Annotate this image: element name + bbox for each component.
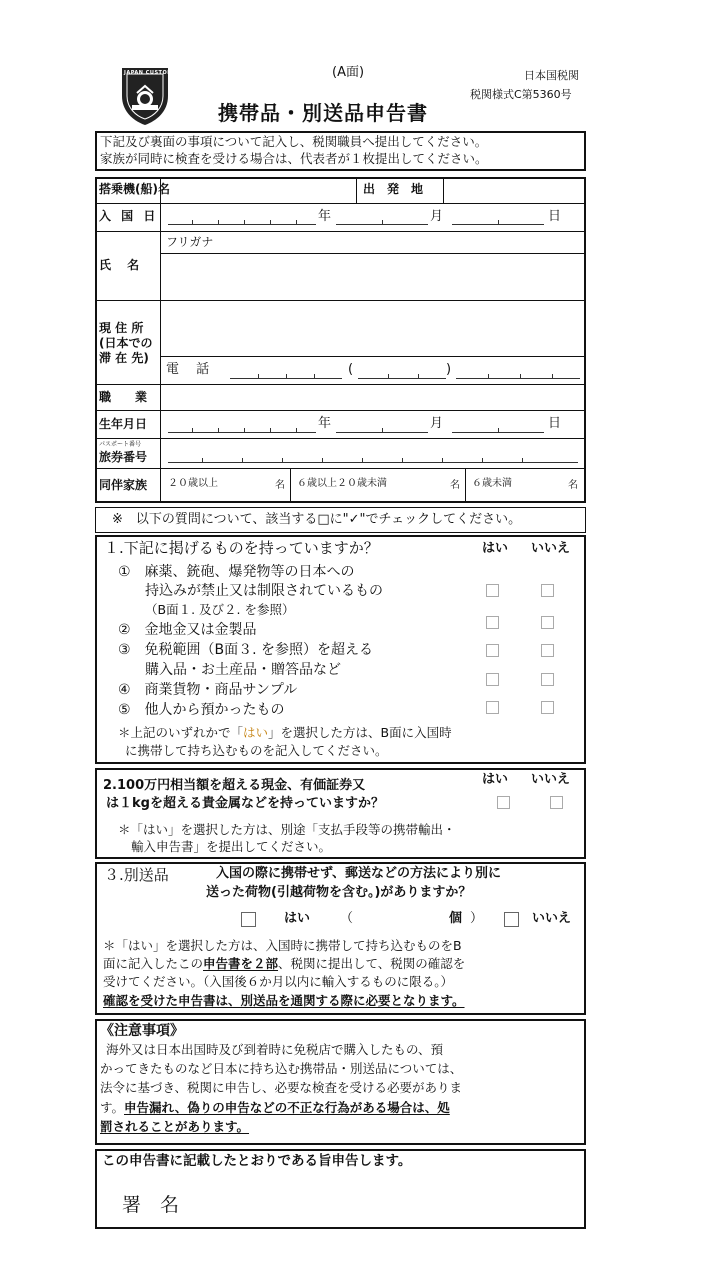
form-number: 税関様式C第5360号 — [470, 88, 572, 101]
phone-paren-close: ) — [446, 362, 452, 377]
family-age-6-label: ６歳未満 — [472, 478, 512, 489]
birth-day-label: 日 — [548, 416, 562, 431]
family-age-6-20-label: ６歳以上２０歳未満 — [297, 478, 387, 489]
q1-item-3b: 購入品・お土産品・贈答品など — [145, 662, 341, 678]
q1-item-1b: 持込みが禁止又は制限されているもの — [145, 583, 383, 599]
q1-item-1-yes-checkbox[interactable] — [486, 584, 499, 597]
issuer: 日本国税関 — [524, 69, 579, 82]
instruction-text: ※ 以下の質問について、該当する□に"✓"でチェックしてください。 — [112, 512, 522, 527]
birth-date-label: 生年月日 — [99, 417, 148, 431]
birth-date-input[interactable] — [162, 412, 584, 437]
q3-yes-checkbox[interactable] — [241, 912, 256, 927]
q1-item-2: ② 金地金又は金製品 — [118, 622, 257, 638]
q1-no-header: いいえ — [531, 541, 571, 556]
intro-line-1: 下記及び裏面の事項について記入し、税関職員へ提出してください。 — [100, 134, 488, 149]
family-label: 同伴家族 — [99, 478, 148, 492]
family-age-20-label: ２０歳以上 — [168, 478, 218, 489]
entry-date-label: 入 国 日 — [99, 209, 159, 223]
q1-item-5: ⑤ 他人から預かったもの — [118, 702, 285, 718]
q1-note-post: 」を選択した方は、B面に入国時 — [268, 725, 452, 740]
name-input[interactable] — [162, 255, 584, 299]
q1-note-2: に携帯して持ち込むものを記入してください。 — [125, 743, 388, 758]
family-age-6-unit: 名 — [568, 480, 578, 491]
phone-paren-open: ( — [348, 362, 354, 377]
q3-note-2-pre: 面に記入したこの — [103, 956, 204, 971]
address-label-1: 現 住 所 — [99, 321, 144, 335]
q1-note-yes: はい — [243, 725, 269, 740]
furigana-label: フリガナ — [166, 235, 214, 249]
birth-month-label: 月 — [430, 416, 444, 431]
q3-count-input[interactable] — [356, 908, 446, 930]
notice-title: 《注意事項》 — [100, 1023, 184, 1039]
passport-small-label: パスポート番号 — [99, 441, 142, 448]
q1-item-3a: ③ 免税範囲（B面３. を参照）を超える — [118, 642, 374, 658]
q3-no-checkbox[interactable] — [504, 912, 519, 927]
q1-title: １.下記に掲げるものを持っていますか？ — [104, 539, 379, 557]
entry-day-label: 日 — [548, 209, 562, 224]
q3-line-1: 入国の際に携帯せず、郵送などの方法により別に — [216, 866, 501, 881]
q3-note-3: 受けてください。（入国後６か月以内に輸入するものに限る。） — [103, 974, 454, 989]
entry-year-label: 年 — [318, 209, 332, 224]
q1-item-4-no-checkbox[interactable] — [541, 673, 554, 686]
notice-line-2: かってきたものなど日本に持ち込む携帯品・別送品については、 — [100, 1061, 463, 1076]
q1-item-4-yes-checkbox[interactable] — [486, 673, 499, 686]
q1-item-5-yes-checkbox[interactable] — [486, 701, 499, 714]
declaration-text: この申告書に記載したとおりである旨申告します。 — [102, 1153, 412, 1169]
q2-no-checkbox[interactable] — [550, 796, 563, 809]
q1-item-3-yes-checkbox[interactable] — [486, 644, 499, 657]
q1-item-1a: ① 麻薬、銃砲、爆発物等の日本への — [118, 564, 355, 580]
notice-line-4 — [100, 1102, 450, 1115]
japan-customs-emblem — [118, 66, 177, 126]
q2-no-header: いいえ — [531, 772, 571, 787]
notice-line-4-pre: す。 — [100, 1100, 125, 1115]
intro-line-2: 家族が同時に検査を受ける場合は、代表者が１枚提出してください。 — [100, 151, 488, 166]
notice-line-5: 罰されることがあります。 — [100, 1119, 250, 1134]
entry-date-input[interactable] — [162, 206, 584, 229]
q2-note-2: 輸入申告書」を提出してください。 — [131, 839, 332, 854]
q1-item-3-no-checkbox[interactable] — [541, 644, 554, 657]
q1-item-5-no-checkbox[interactable] — [541, 701, 554, 714]
flight-label: 搭乗機(船)名 — [99, 182, 170, 196]
address-label-3: 滞 在 先) — [99, 351, 149, 365]
q1-yes-header: はい — [482, 541, 509, 556]
q3-note-1: ＊「はい」を選択した方は、入国時に携帯して持ち込むものをB — [103, 938, 462, 953]
q1-item-2-yes-checkbox[interactable] — [486, 616, 499, 629]
signature-input[interactable] — [200, 1186, 580, 1224]
q2-line-2: は１kgを超える貴金属などを持っていますか？ — [106, 796, 384, 811]
q2-line-1: 2.100万円相当額を超える現金、有価証券又 — [103, 778, 366, 793]
q2-yes-checkbox[interactable] — [497, 796, 510, 809]
occupation-label: 職 業 — [99, 390, 148, 404]
q3-paren-close: ） — [470, 911, 484, 926]
departure-input[interactable] — [446, 180, 583, 201]
q3-title: ３.別送品 — [104, 866, 169, 884]
family-age-20-input[interactable] — [226, 472, 272, 498]
notice-line-1: 海外又は日本出国時及び到着時に免税店で購入したもの、預 — [106, 1042, 444, 1057]
q2-yes-header: はい — [482, 772, 509, 787]
q1-item-4: ④ 商業貨物・商品サンプル — [118, 682, 298, 698]
page-title: 携帯品・別送品申告書 — [218, 101, 428, 125]
q1-note-1 — [118, 727, 452, 740]
family-age-6-input[interactable] — [520, 472, 566, 498]
q3-paren-open: （ — [340, 911, 354, 926]
q3-note-4: 確認を受けた申告書は、別送品を通関する際に必要となります。 — [103, 993, 465, 1008]
q3-count-label: 個 — [449, 911, 463, 926]
q3-note-2-underline: 申告書を２部 — [203, 956, 279, 971]
notice-line-4-bold: 申告漏れ、偽りの申告などの不正な行為がある場合は、処 — [124, 1100, 450, 1115]
occupation-input[interactable] — [162, 386, 584, 409]
q3-no-label: いいえ — [532, 911, 572, 926]
passport-input[interactable] — [162, 440, 584, 467]
side-label: (A面) — [332, 65, 365, 80]
name-label: 氏 名 — [99, 258, 140, 272]
q1-item-2-no-checkbox[interactable] — [541, 616, 554, 629]
flight-input[interactable] — [200, 180, 354, 201]
signature-label: 署 名 — [122, 1194, 180, 1216]
address-input[interactable] — [162, 302, 584, 355]
family-age-20-unit: 名 — [275, 480, 285, 491]
phone-input[interactable] — [228, 358, 584, 383]
furigana-input[interactable] — [230, 233, 584, 252]
address-label-2: (日本での — [99, 336, 153, 350]
q3-yes-label: はい — [284, 911, 311, 926]
family-age-6-20-input[interactable] — [406, 472, 448, 498]
q3-note-2-post: 、税関に提出して、税関の確認を — [278, 956, 466, 971]
phone-label: 電 話 — [166, 362, 210, 377]
notice-line-3: 法令に基づき、税関に申告し、必要な検査を受ける必要がありま — [100, 1080, 463, 1095]
departure-label: 出 発 地 — [363, 182, 424, 196]
passport-label: 旅券番号 — [99, 450, 148, 464]
q1-item-1-no-checkbox[interactable] — [541, 584, 554, 597]
q2-note-1: ＊「はい」を選択した方は、別途「支払手段等の携帯輸出・ — [118, 822, 456, 837]
birth-year-label: 年 — [318, 416, 332, 431]
family-age-6-20-unit: 名 — [450, 480, 460, 491]
emblem-text: JAPAN CUSTOMS — [124, 70, 177, 76]
q3-line-2: 送った荷物(引越荷物を含む。)がありますか？ — [206, 885, 472, 900]
entry-month-label: 月 — [430, 209, 444, 224]
q1-item-1c: （B面１. 及び２. を参照） — [145, 602, 295, 617]
q3-note-2 — [103, 958, 465, 971]
q1-note-pre: ＊上記のいずれかで「 — [118, 725, 244, 740]
